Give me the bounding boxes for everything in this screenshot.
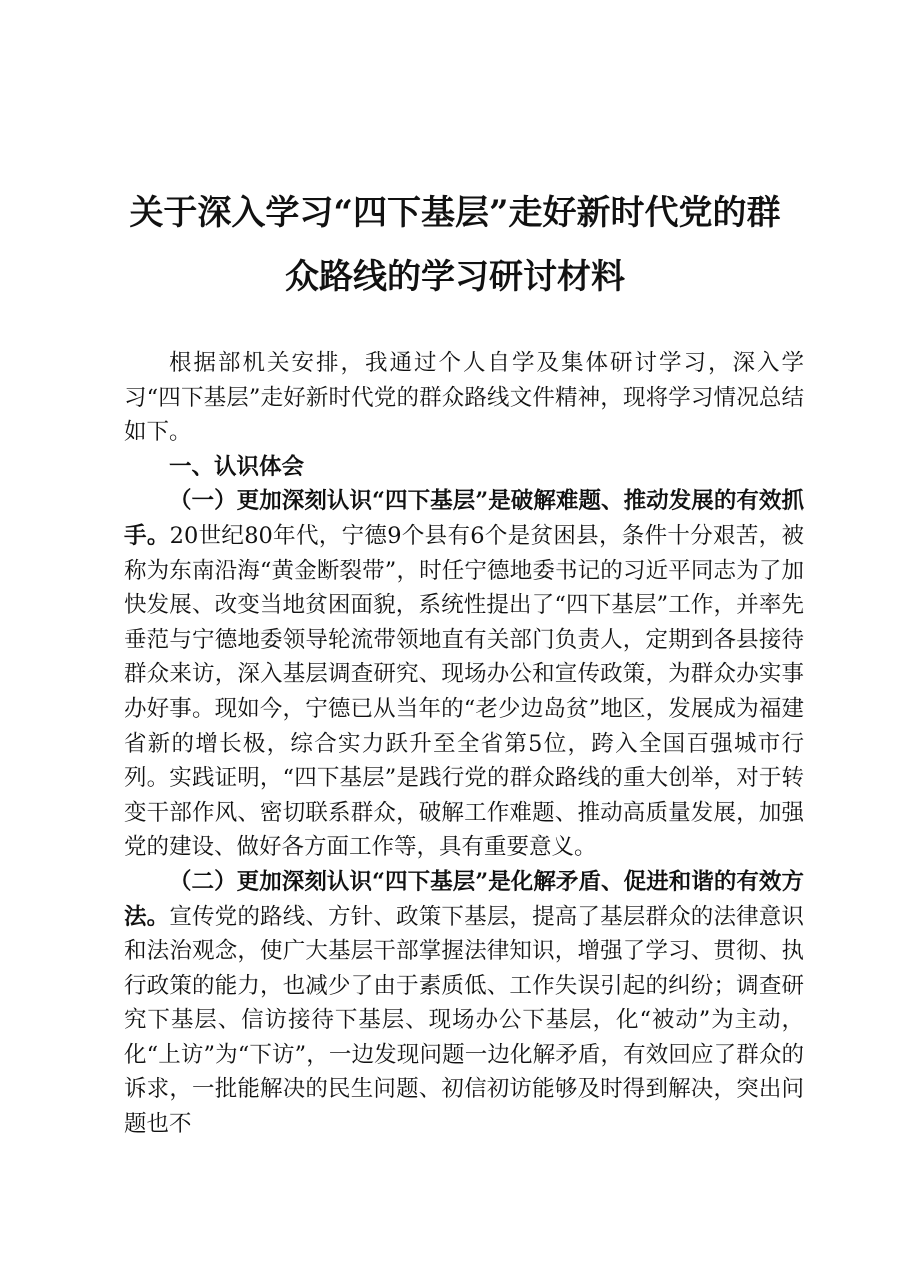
paragraph-1-body: 20世纪80年代，宁德9个县有6个是贫困县，条件十分艰苦，被称为东南沿海“黄金断裂带”，时任宁德地委书记的习近平同志为了加快发展、改变当地贫困面貌，系统性提出了“四下基层”工作，并率先垂范与宁德地委领导轮流带领地直有关部门负责人，定期到各县接待群众来访，深入基层调查研究、现场办公和宣传政策，为群众办实事办好事。现如今，宁德已从当年的“老少边岛贫”地区，发展成为福建省新的增长极，综合实力跃升至全省第5位，跨入全国百强城市行列。实践证明，“四下基层”是践行党的群众路线的重大创举，对于转变干部作风、密切联系群众，破解工作难题、推动高质量发展，加强党的建设、做好各方面工作等，具有重要意义。 (124, 522, 804, 861)
paragraph-2-body: 宣传党的路线、方针、政策下基层，提高了基层群众的法律意识和法治观念，使广大基层干部掌握法律知识，增强了学习、贯彻、执行政策的能力，也减少了由于素质低、工作失误引起的纠纷；调查研究下基层、信访接待下基层、现场办公下基层，化“被动”为主动，化“上访”为“下访”，一边发现问题一边化解矛盾，有效回应了群众的诉求，一批能解决的民生问题、初信初访能够及时得到解决，突出问题也不 (124, 903, 804, 1138)
document-body (124, 346, 804, 1142)
paragraph-2 (124, 865, 804, 1142)
section-heading: 一、认识体会 (169, 453, 305, 480)
paragraph-1-lead: （一）更加深刻认识“四下基层”是破解难题、推动发展的有效抓手。 (124, 488, 804, 549)
intro-paragraph: 根据部机关安排，我通过个人自学及集体研讨学习，深入学习“四下基层”走好新时代党的群众路线文件精神，现将学习情况总结如下。 (124, 350, 804, 446)
document-title-line-1: 关于深入学习“四下基层”走好新时代党的群 (129, 193, 781, 233)
paragraph-1 (124, 484, 804, 865)
paragraph-2-lead: （二）更加深刻认识“四下基层”是化解矛盾、促进和谐的有效方法。 (124, 868, 804, 930)
document-title-line-2: 众路线的学习研讨材料 (285, 257, 625, 297)
